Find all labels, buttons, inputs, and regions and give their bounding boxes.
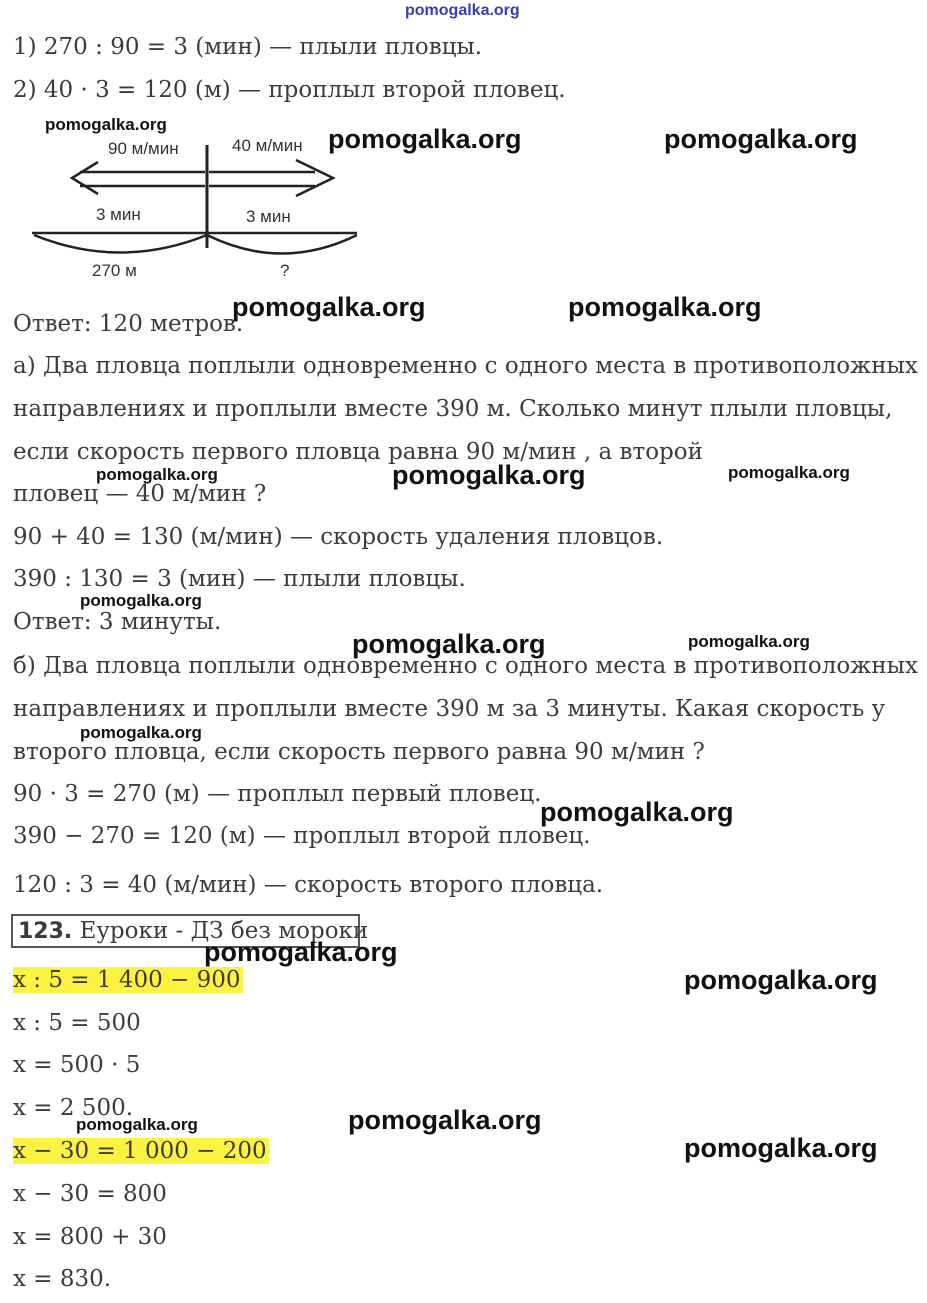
diagram-time-right: 3 мин [246,207,291,226]
watermark: pomogalka.org [45,115,167,134]
task-b-line-1: б) Два пловца поплыли одновременно с одного места в противоположных [13,653,918,679]
header-site-link[interactable]: pomogalka.org [405,2,520,19]
watermark: pomogalka.org [664,124,858,154]
watermark: pomogalka.org [328,124,522,154]
watermark: pomogalka.org [540,797,734,827]
task-title: Еуроки - ДЗ без мороки [72,918,369,944]
diagram-distance-right: ? [280,261,290,280]
diagram-distance-left: 270 м [92,261,137,280]
watermark: pomogalka.org [568,292,762,322]
watermark: pomogalka.org [96,465,218,484]
task-number: 123. [18,919,73,944]
watermark: pomogalka.org [80,723,202,742]
watermark: pomogalka.org [684,1133,878,1163]
diagram-right-arrowhead [296,160,333,196]
watermark: pomogalka.org [392,460,586,490]
task-a-line-3: если скорость первого пловца равна 90 м/мин , а второй [13,439,703,465]
equation-4: x = 2 500. [13,1095,134,1121]
equation-3: x = 500 · 5 [13,1052,141,1078]
diagram-right-brace [207,235,357,254]
task-b-line-3: второго пловца, если скорость первого равна 90 м/мин ? [13,739,705,765]
watermark: pomogalka.org [352,629,546,659]
task-a-line-2: направлениях и проплыли вместе 390 м. Сколько минут плыли пловцы, [13,396,893,422]
watermark: pomogalka.org [204,937,398,967]
equation-1 [13,965,243,995]
task-a-line-5: 90 + 40 = 130 (м/мин) — скорость удаления пловцов. [13,524,664,550]
watermark: pomogalka.org [232,292,426,322]
equation-6: x − 30 = 800 [13,1181,167,1207]
task-a-line-4: пловец — 40 м/мин ? [13,481,267,507]
watermark: pomogalka.org [688,632,810,651]
task-b-line-2: направлениях и проплыли вместе 390 м за 3 минуты. Какая скорость у [13,696,886,722]
watermark: pomogalka.org [728,463,850,482]
equation-8: x = 830. [13,1266,112,1292]
watermark: pomogalka.org [76,1115,198,1134]
diagram-left-arrowhead [72,162,98,194]
answer-2: Ответ: 3 минуты. [13,609,222,635]
watermark: pomogalka.org [80,591,202,610]
task-a-line-1: а) Два пловца поплыли одновременно с одного места в противоположных [13,353,918,379]
watermark: pomogalka.org [348,1105,542,1135]
solution-step-1: 1) 270 : 90 = 3 (мин) — плыли пловцы. [13,34,483,60]
diagram-speed-left: 90 м/мин [108,139,179,158]
diagram-speed-right: 40 м/мин [232,136,303,155]
task-b-line-4: 90 · 3 = 270 (м) — проплыл первый пловец. [13,781,542,807]
equation-1-highlight: x : 5 = 1 400 − 900 [13,967,241,993]
equation-2: x : 5 = 500 [13,1010,141,1036]
answer-1: Ответ: 120 метров. [13,311,244,337]
diagram-time-left: 3 мин [96,205,141,224]
watermark: pomogalka.org [684,965,878,995]
equation-7: x = 800 + 30 [13,1224,167,1250]
equation-5-highlight: x − 30 = 1 000 − 200 [13,1138,267,1164]
task-b-line-5: 390 − 270 = 120 (м) — проплыл второй пловец. [13,823,591,849]
task-b-line-6: 120 : 3 = 40 (м/мин) — скорость второго пловца. [13,872,604,898]
equation-5 [13,1136,269,1166]
diagram-left-brace [34,235,207,253]
solution-step-2: 2) 40 · 3 = 120 (м) — проплыл второй пловец. [13,77,566,103]
task-a-line-6: 390 : 130 = 3 (мин) — плыли пловцы. [13,566,466,592]
swimmers-diagram [20,130,365,285]
